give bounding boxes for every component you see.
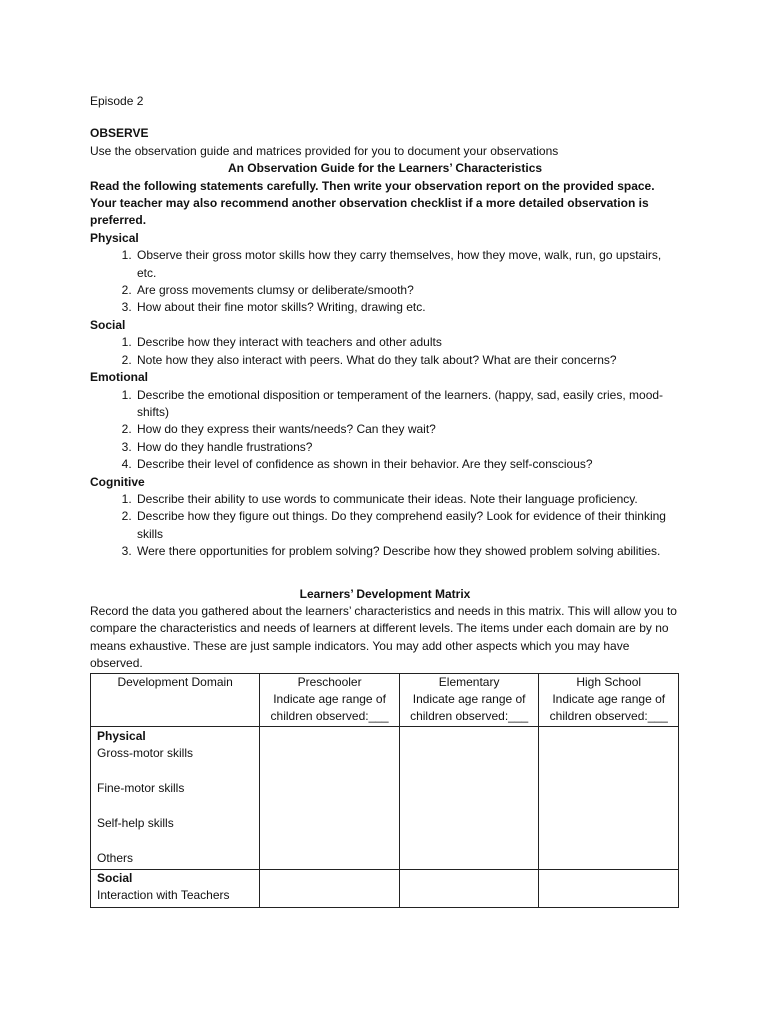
list-item: 2. Describe how they figure out things. Do they comprehend easily? Look for evidence of their thinking skills	[135, 508, 680, 543]
observation-cell[interactable]	[539, 870, 679, 908]
age-note-line1: Indicate age range of	[412, 692, 526, 706]
age-note-line2: children observed:___	[549, 709, 668, 724]
list-item: 3. Were there opportunities for problem solving? Describe how they showed problem solving abilities.	[135, 543, 680, 560]
episode-label: Episode 2	[90, 94, 144, 108]
observe-heading: OBSERVE	[90, 126, 149, 141]
domain-subitem: Interaction with Teachers	[97, 888, 230, 903]
observation-cell[interactable]	[260, 726, 400, 869]
list-item: 4. Describe their level of confidence as shown in their behavior. Are they self-conscious?	[135, 456, 680, 473]
domain-title-social: Social	[97, 871, 133, 886]
domain-subitem: Others	[97, 850, 134, 865]
list-item: 1. Observe their gross motor skills how they carry themselves, how they move, walk, run, go upstairs, etc.	[135, 247, 680, 282]
matrix-instructions: Record the data you gathered about the learners’ characteristics and needs in this matrix. This will allow you to compare the characteristics and needs of learners at different levels. The items under each domain are by no means exhaustive. These are just sample indicators. You may add other aspects which you may have observed.	[90, 603, 677, 671]
observation-cell[interactable]	[399, 870, 539, 908]
observe-intro: Use the observation guide and matrices provided for you to document your observations	[90, 143, 559, 158]
list-item: 1. Describe the emotional disposition or temperament of the learners. (happy, sad, easily cries, mood-shifts)	[135, 387, 680, 422]
table-row-social	[91, 870, 679, 908]
list-item: 3. How about their fine motor skills? Writing, drawing etc.	[135, 299, 680, 316]
guide-instructions: Read the following statements carefully. Then write your observation report on the provided space. Your teacher may also recommend another observation checklist if a more detailed observation is preferred.	[90, 178, 655, 228]
list-item: 3. How do they handle frustrations?	[135, 439, 680, 456]
high-school-header-cell	[539, 673, 679, 726]
preschooler-header-cell	[260, 673, 400, 726]
table-row-physical	[91, 726, 679, 869]
observation-cell[interactable]	[539, 726, 679, 869]
domain-subitem: Self-help skills	[97, 815, 174, 830]
domain-header: Development Domain	[117, 674, 233, 689]
level-header: Preschooler	[297, 674, 362, 689]
list-item: 1. Describe how they interact with teachers and other adults	[135, 334, 680, 351]
list-item: 2. Are gross movements clumsy or deliberate/smooth?	[135, 282, 680, 299]
physical-list	[90, 247, 680, 317]
age-note-line2: children observed:___	[410, 709, 529, 724]
table-header-row	[91, 673, 679, 726]
list-item: 1. Describe their ability to use words to communicate their ideas. Note their language proficiency.	[135, 491, 680, 508]
age-note-line1: Indicate age range of	[273, 692, 386, 706]
guide-title: An Observation Guide for the Learners’ Characteristics	[227, 161, 543, 176]
section-title-physical: Physical	[90, 230, 139, 245]
cognitive-list	[90, 491, 680, 561]
list-item: 2. Note how they also interact with peers. What do they talk about? What are their concerns?	[135, 352, 680, 369]
section-title-cognitive: Cognitive	[90, 474, 145, 489]
domain-cell-physical	[91, 726, 260, 869]
level-header: Elementary	[438, 674, 500, 689]
emotional-list	[90, 387, 680, 474]
domain-title-physical: Physical	[97, 728, 146, 743]
domain-subitem: Gross-motor skills	[97, 746, 194, 761]
level-header: High School	[576, 674, 642, 689]
domain-cell-social	[91, 870, 260, 908]
domain-header-cell	[91, 673, 260, 726]
age-note-line1: Indicate age range of	[552, 692, 666, 706]
document-page	[90, 93, 680, 908]
age-note-line2: children observed:___	[270, 709, 389, 724]
observation-cell[interactable]	[260, 870, 400, 908]
elementary-header-cell	[399, 673, 539, 726]
section-title-social: Social	[90, 317, 126, 332]
observation-cell[interactable]	[399, 726, 539, 869]
domain-subitem: Fine-motor skills	[97, 781, 185, 796]
section-title-emotional: Emotional	[90, 370, 149, 385]
social-list	[90, 334, 680, 369]
development-matrix-table	[90, 673, 679, 908]
list-item: 2. How do they express their wants/needs? Can they wait?	[135, 421, 680, 438]
matrix-title: Learners’ Development Matrix	[299, 586, 471, 601]
